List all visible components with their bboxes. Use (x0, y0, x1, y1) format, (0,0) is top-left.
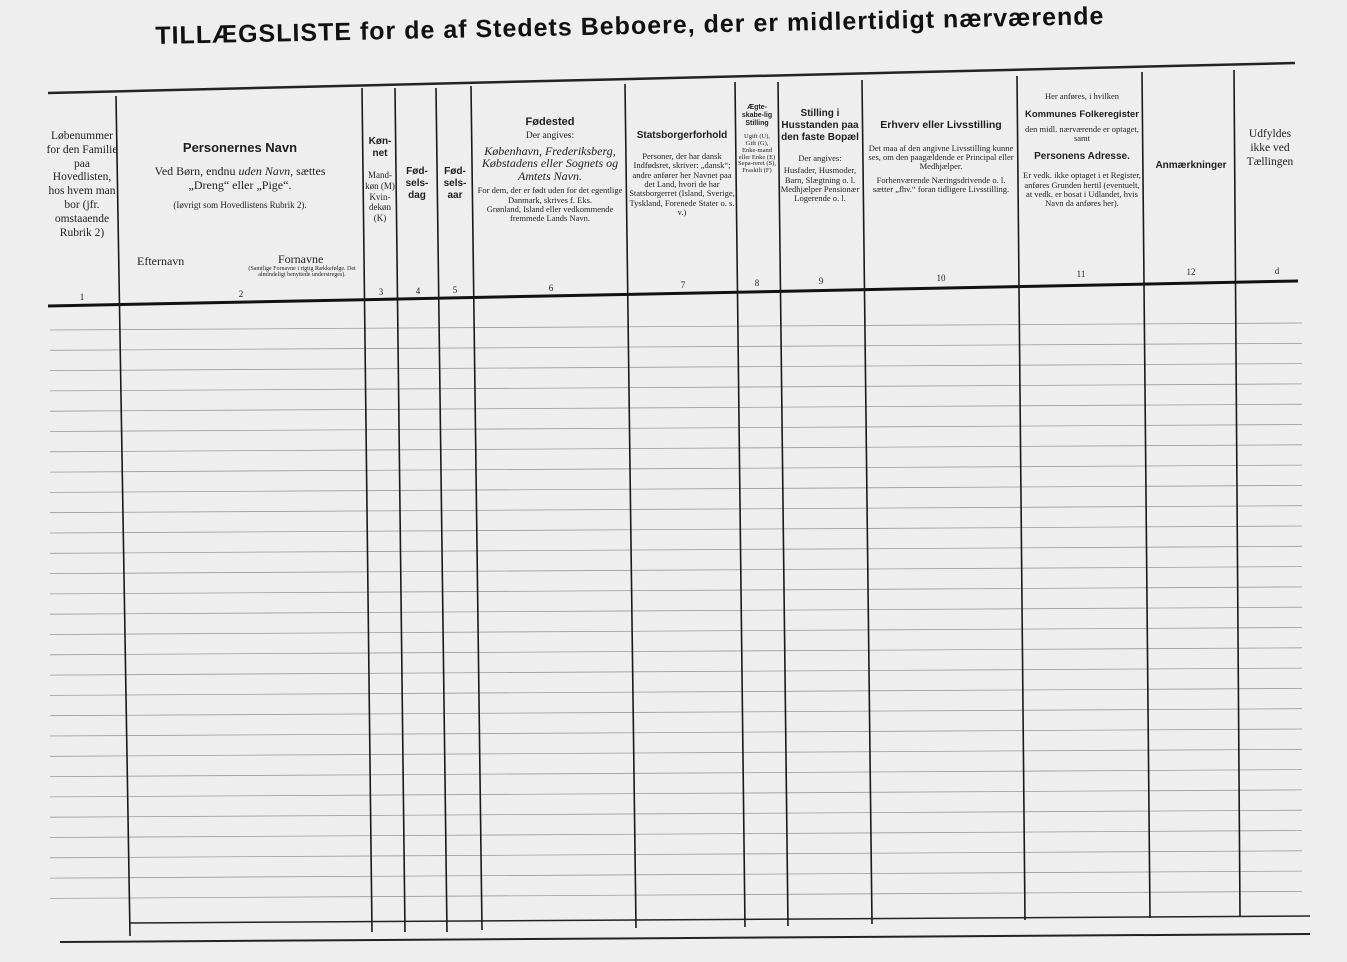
col5-title: Fød-sels-aar (443, 166, 467, 201)
col6-italic: København, Frederiksberg, Købstadens eller Sognets og Amtets Navn. (481, 143, 619, 183)
col1-text: Løbenummer for den Familie paa Hovedlisten, hos hvem man bor (jfr. omstaaende Rubrik 2) (46, 130, 118, 239)
column-divider (116, 96, 130, 936)
row-rule (50, 526, 1302, 533)
row-rule (50, 891, 1302, 898)
column-divider (735, 82, 745, 927)
row-rule (50, 668, 1302, 675)
row-rule (50, 688, 1302, 695)
col7-title: Statsborgerforhold (636, 130, 728, 141)
row-rule (50, 648, 1302, 655)
col8-body: Ugift (U), Gift (G), Enke-mand eller Enke (E) Sepa-reret (S), Fraskilt (F) (738, 133, 776, 175)
col10-title: Erhverv eller Livsstilling (880, 119, 1002, 131)
row-rule (50, 404, 1302, 411)
col12-title: Anmærkninger (1155, 160, 1227, 171)
row-rule (50, 607, 1302, 614)
col6-header (476, 116, 624, 224)
col2-title: Personernes Navn (182, 140, 298, 155)
column-divider (862, 80, 872, 924)
col11-body: Er vedk. ikke optaget i et Register, anføres Grunden hertil (eventuelt, at vedk. er bosat i Udlandet, hvis Navn da anføres her). (1023, 170, 1141, 209)
cold-number: d (1274, 266, 1280, 276)
col10-number: 10 (936, 273, 946, 283)
col2-line1c: sættes (296, 163, 326, 178)
form-title: TILLÆGSLISTE for de af Stedets Beboere, der er midlertidigt nærværende (155, 2, 1105, 50)
col2-number: 2 (238, 289, 244, 299)
col4-number: 4 (415, 286, 421, 296)
col6-sub: Der angives: (525, 131, 575, 142)
col2-line1a: Ved Børn, endnu (154, 163, 236, 178)
col3-header (364, 136, 396, 224)
col2-header (122, 140, 358, 211)
col9-header (780, 108, 860, 204)
column-divider (1234, 70, 1240, 916)
col6-body1: For dem, der er født uden for det egentlige Danmark, skrives f. Eks. (477, 185, 623, 205)
row-rule (50, 364, 1302, 371)
column-divider (436, 88, 447, 932)
row-rule (50, 384, 1302, 391)
col10-header (868, 118, 1014, 194)
col2-firstname-label: Fornavne (278, 252, 324, 266)
row-rule (50, 465, 1302, 472)
col2-line1b: uden Navn, (238, 163, 294, 178)
col4-header (398, 166, 436, 202)
col9-body: Husfader, Husmoder, Barn, Slægtning o. l. Medhjælper Pensionær Logerende o. l. (780, 165, 860, 204)
col11-number: 11 (1076, 269, 1086, 279)
row-rule (50, 506, 1302, 513)
col7-number: 7 (680, 280, 686, 290)
col9-number: 9 (818, 276, 824, 286)
col8-title: Ægte-skabe-lig Stilling (741, 104, 773, 128)
col5-header (438, 166, 472, 202)
row-rule (50, 445, 1302, 452)
col2-surname-label: Efternavn (137, 254, 185, 268)
col10-body1: Det maa af den angivne Livsstilling kunne ses, om den paagældende er Principal eller Medhjælper. (868, 142, 1014, 172)
row-rule (50, 851, 1302, 858)
column-divider (778, 82, 788, 926)
row-rule (50, 587, 1302, 594)
col6-title: Fødested (525, 116, 575, 128)
col10-body2: Forhenværende Næringsdrivende o. l. sætter „fhv.“ foran tidligere Livsstilling. (872, 174, 1010, 195)
col6-body2: Grønland, Island eller vedkommende fremmede Lands Navn. (486, 204, 614, 224)
row-rule (50, 810, 1302, 817)
table-rows (50, 323, 1302, 898)
col3-title: Køn-net (368, 136, 392, 159)
col3-number: 3 (378, 287, 384, 297)
row-rule (50, 749, 1302, 756)
col9-title: Stilling i Husstanden paa den faste Bopæl (781, 108, 859, 143)
column-divider (395, 88, 405, 932)
row-rule (50, 546, 1302, 553)
row-rule (50, 323, 1302, 330)
row-rule (50, 831, 1302, 838)
col7-header (628, 130, 736, 217)
cold-header (1244, 128, 1296, 169)
col5-number: 5 (452, 285, 458, 295)
col12-number: 12 (1186, 267, 1196, 277)
col12-header (1150, 160, 1232, 172)
col6-number: 6 (548, 283, 554, 293)
col8-header (738, 104, 776, 175)
row-rule (50, 425, 1302, 432)
col8-number: 8 (754, 278, 760, 288)
col7-body: Personer, der har dansk Indfødsret, skriver: „dansk“; andre anfører her Navnet paa det Land, hvori de har Statsborgerret (Island, Sverige, Tyskland, Forenede Stater o. s. v.) (629, 151, 735, 218)
row-rule (50, 770, 1302, 777)
col9-sub: Der angives: (798, 153, 842, 163)
cold-text: Udfyldes ikke ved Tællingen (1246, 128, 1294, 168)
row-rule (50, 729, 1302, 736)
row-rule (50, 628, 1302, 635)
col11-header (1022, 92, 1142, 209)
row-rule (50, 871, 1302, 878)
col2-firstname-note: (Samtlige Fornavne i rigtig Rækkefølge. Det almindeligt benyttede understreges). (248, 266, 356, 279)
col11-mid: den midl. nærværende er optaget, samt (1025, 123, 1139, 144)
col3-body: Mand-køn (M) Kvin-dekøn (K) (365, 170, 395, 224)
col2-line2: „Dreng“ eller „Pige“. (188, 177, 292, 192)
col11-head2: Personens Adresse. (1034, 151, 1130, 163)
col1-header (46, 130, 118, 240)
row-rule (50, 567, 1302, 574)
col11-top: Her anføres, i hvilken (1044, 91, 1120, 101)
row-rule (50, 790, 1302, 797)
row-rule (50, 485, 1302, 492)
col2-line3: (Iøvrigt som Hovedlistens Rubrik 2). (173, 200, 307, 211)
row-rule (50, 343, 1302, 350)
col4-title: Fød-sels-dag (405, 166, 429, 201)
col1-number: 1 (79, 292, 85, 302)
row-rule (50, 709, 1302, 716)
col11-head1: Kommunes Folkeregister (1024, 109, 1140, 121)
